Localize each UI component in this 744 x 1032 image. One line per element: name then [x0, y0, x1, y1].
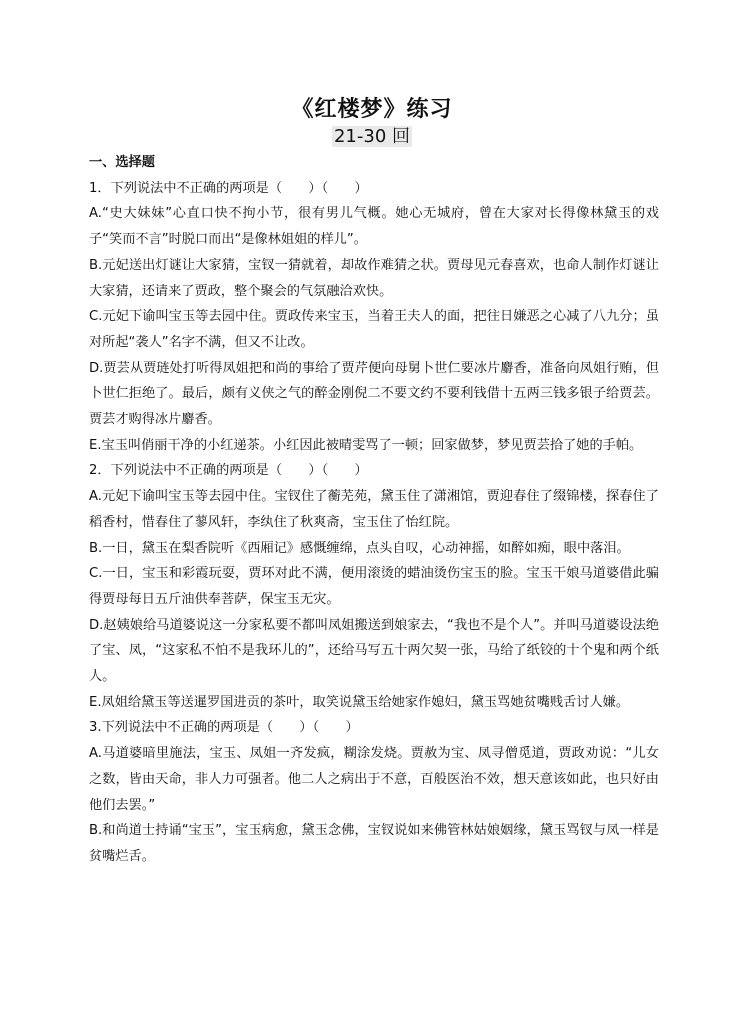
document-title: 《红楼梦》练习 [291, 97, 453, 122]
question-1 [89, 176, 659, 459]
question-2 [89, 458, 659, 715]
option-e: E.凤姐给黛玉等送暹罗国进贡的茶叶，取笑说黛玉给她家作媳妇，黛玉骂她贫嘴贱舌讨人嫌。 [89, 694, 630, 710]
option-d: D.赵姨娘给马道婆说这一分家私要不都叫凤姐搬送到娘家去，“我也不是个人”。并叫马道婆设法绝了宝、凤，“这家私不怕不是我环儿的”，还给马写五十两欠契一张，马给了纸铰的十个鬼和两个纸人。 [89, 617, 659, 685]
section-heading: 一、选择题 [89, 155, 155, 170]
document-body [89, 150, 659, 870]
question-stem: 2．下列说法中不正确的两项是（ ）（ ） [89, 463, 368, 479]
option-c: C.元妃下谕叫宝玉等去园中住。贾政传来宝玉，当着王夫人的面，把往日嫌恶之心减了八九分；虽对所起“袭人”名字不满，但又不让改。 [89, 309, 659, 350]
option-b: B.一日，黛玉在梨香院听《西厢记》感慨缠绵，点头自叹，心动神摇，如醉如痴，眼中落泪。 [89, 540, 630, 556]
subtitle-text: 21-30 回 [333, 126, 411, 147]
question-3 [89, 715, 659, 869]
option-b: B.和尚道士持诵“宝玉”，宝玉病愈，黛玉念佛，宝钗说如来佛管林姑娘姻缘，黛玉骂钗与凤一样是贫嘴烂舌。 [89, 823, 659, 864]
question-stem: 3.下列说法中不正确的两项是（ ）（ ） [89, 720, 359, 736]
question-stem: 1．下列说法中不正确的两项是（ ）（ ） [89, 180, 368, 196]
document-subtitle [0, 122, 744, 148]
option-d: D.贾芸从贾琏处打听得凤姐把和尚的事给了贾芹便向母舅卜世仁要冰片麝香，准备向凤姐行贿，但卜世仁拒绝了。最后，颇有义侠之气的醉金刚倪二不要文约不要利钱借十五两三钱多银子给贾芸。贾芸才购得冰片麝香。 [89, 360, 659, 428]
option-e: E.宝玉叫俏丽干净的小红递茶。小红因此被晴雯骂了一顿；回家做梦，梦见贾芸拾了她的手帕。 [89, 437, 643, 453]
option-a: A.“史大妹妹”心直口快不拘小节，很有男儿气概。她心无城府，曾在大家对长得像林黛玉的戏子“笑而不言”时脱口而出“是像林姐姐的样儿”。 [89, 206, 659, 248]
option-a: A.元妃下谕叫宝玉等去园中住。宝钗住了蘅芜苑，黛玉住了潇湘馆，贾迎春住了缀锦楼，探春住了稻香村，惜春住了蓼风轩，李纨住了秋爽斋，宝玉住了怡红院。 [89, 489, 659, 530]
option-b: B.元妃送出灯谜让大家猜，宝钗一猜就着，却故作难猜之状。贾母见元春喜欢，也命人制作灯谜让大家猜，还请来了贾政，整个聚会的气氛融洽欢快。 [89, 257, 659, 299]
option-c: C.一日，宝玉和彩霞玩耍，贾环对此不满，便用滚烫的蜡油烫伤宝玉的脸。宝玉干娘马道婆借此骗得贾母每日五斤油供奉菩萨，保宝玉无灾。 [89, 566, 659, 607]
option-a: A.马道婆暗里施法，宝玉、凤姐一齐发疯，糊涂发烧。贾赦为宝、凤寻僧觅道，贾政劝说：“儿女之数，皆由天命，非人力可强者。他二人之病出于不意，百般医治不效，想天意该如此，也只好由他们去罢。” [89, 746, 659, 813]
